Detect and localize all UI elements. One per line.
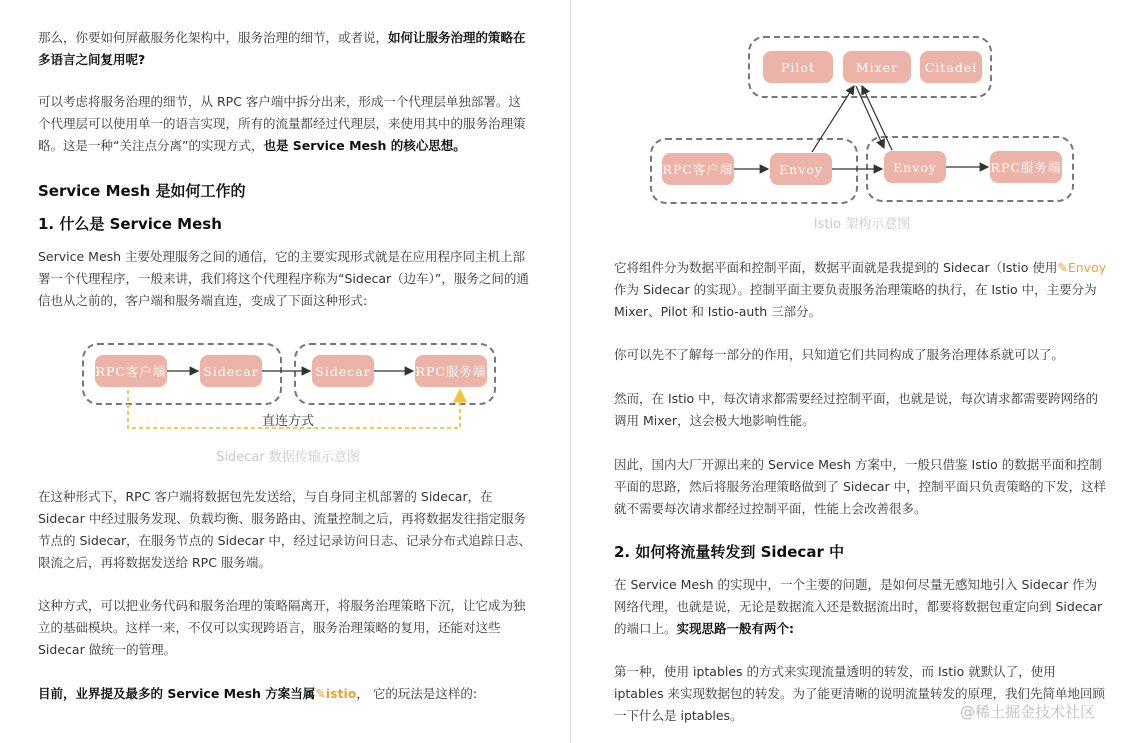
paragraph-istio-planes bbox=[614, 257, 1108, 323]
proxy-text: 可以考虑将服务治理的细节，从 RPC 客户端中拆分出来，形成一个代理层单独部署。这个代理层可以使用单一的语言实现，所有的流量都经过代理层，来使用其中的服务治理策略。这是一种“关注点分离”的实现方式， bbox=[38, 94, 526, 153]
heading-how-it-works: Service Mesh 是如何工作的 bbox=[38, 182, 246, 200]
paragraph-domestic: 因此，国内大厂开源出来的 Service Mesh 方案中，一般只借鉴 Istio 的数据平面和控制平面的思路，然后将服务治理策略做到了 Sidecar 中，控制平面只负责策略的下发，这样就不需要每次请求都经过控制平面，性能上会改善很多。 bbox=[614, 457, 1107, 516]
envoy-server-box: Envoy bbox=[884, 151, 946, 183]
sidecar-client-box: Sidecar bbox=[200, 355, 262, 387]
planes-text-b: 作为 Sidecar 的实现）。控制平面主要负责服务治理策略的执行，在 Istio 中，主要分为 Mixer、Pilot 和 Istio-auth 三部分。 bbox=[614, 282, 1097, 319]
rpc-server-box: RPC服务端 bbox=[415, 355, 487, 387]
paragraph-redirect bbox=[614, 574, 1108, 640]
heading-what-is: 1. 什么是 Service Mesh bbox=[38, 215, 222, 233]
rpc-client-box: RPC客户端 bbox=[662, 153, 734, 185]
intro-text: 那么，你要如何屏蔽服务化架构中，服务治理的细节，或者说， bbox=[38, 30, 389, 45]
paragraph-iptables: 第一种，使用 iptables 的方式来实现流量透明的转发，而 Istio 就默认了，使用 iptables 来实现数据包的转发。为了能更清晰的说明流量转发的原理，我们先简单地回顾一下什么是 iptables。 bbox=[614, 664, 1106, 723]
sidecar-diagram-caption: Sidecar 数据传输示意图 bbox=[216, 450, 360, 465]
paragraph-istio-intro bbox=[38, 683, 532, 705]
direct-connection-label: 直连方式 bbox=[262, 414, 315, 429]
redirect-bold: 实现思路一般有两个: bbox=[676, 621, 795, 636]
intro-bold: 如何让服务治理的策略在多语言之间复用呢? bbox=[38, 30, 526, 67]
planes-text-a: 它将组件分为数据平面和控制平面，数据平面就是我提到的 Sidecar（Istio 使用 bbox=[614, 260, 1058, 275]
istio-link-text: istio bbox=[325, 686, 357, 701]
sidecar-server-box: Sidecar bbox=[312, 355, 374, 387]
proxy-bold: 也是 Service Mesh 的核心思想。 bbox=[263, 138, 466, 153]
heading-traffic-forward: 2. 如何将流量转发到 Sidecar 中 bbox=[614, 543, 845, 561]
citadel-box: Citadel bbox=[920, 51, 982, 83]
envoy-link-text: Envoy bbox=[1067, 260, 1107, 275]
pilot-box: Pilot bbox=[763, 51, 833, 83]
rpc-client-box: RPC客户端 bbox=[95, 355, 167, 387]
rpc-server-box: RPC服务端 bbox=[990, 151, 1062, 183]
paragraph-sidecar-flow: 在这种形式下，RPC 客户端将数据包先发送给，与自身同主机部署的 Sidecar，在 Sidecar 中经过服务发现、负载均衡、服务路由、流量控制之后，再将数据发往指定服务节点的 Sidecar，在服务节点的 Sidecar 中，经过记录访问日志、记录分布式追踪日志、限流之后，再将数据发送给 RPC 服务端。 bbox=[38, 489, 531, 570]
envoy-link[interactable]: ✎Envoy bbox=[1057, 260, 1107, 275]
watermark: @稀土掘金技术社区 bbox=[960, 703, 1096, 721]
istio-intro-bold: 目前，业界提及最多的 Service Mesh 方案当属 bbox=[38, 686, 316, 701]
istio-link[interactable]: ✎istio bbox=[315, 686, 357, 701]
paragraph-isolation: 这种方式，可以把业务代码和服务治理的策略隔离开，将服务治理策略下沉，让它成为独立的基础模块。这样一来，不仅可以实现跨语言，服务治理策略的复用，还能对这些 Sidecar 做统一的管理。 bbox=[38, 598, 526, 657]
paragraph-sidecar-intro: Service Mesh 主要处理服务之间的通信，它的主要实现形式就是在应用程序同主机上部署一个代理程序，一般来讲，我们将这个代理程序称为“Sidecar（边车）”，服务之间的通信也从之前的，客户端和服务端直连，变成了下面这种形式: bbox=[38, 249, 529, 308]
paragraph-performance: 然而，在 Istio 中，每次请求都需要经过控制平面，也就是说，每次请求都需要跨网络的调用 Mixer，这会极大地影响性能。 bbox=[614, 391, 1099, 428]
paragraph-components: 你可以先不了解每一部分的作用，只知道它们共同构成了服务治理体系就可以了。 bbox=[614, 347, 1065, 362]
istio-intro-text: ， 它的玩法是这样的: bbox=[356, 686, 478, 701]
envoy-client-box: Envoy bbox=[770, 153, 832, 185]
istio-diagram-caption: Istio 架构示意图 bbox=[813, 217, 911, 232]
mixer-box: Mixer bbox=[843, 51, 911, 83]
redirect-text: 在 Service Mesh 的实现中，一个主要的问题，是如何尽量无感知地引入 Sidecar 作为网络代理，也就是说，无论是数据流入还是数据流出时，都要将数据包重定向到 Sidecar 的端口上。 bbox=[614, 577, 1103, 636]
